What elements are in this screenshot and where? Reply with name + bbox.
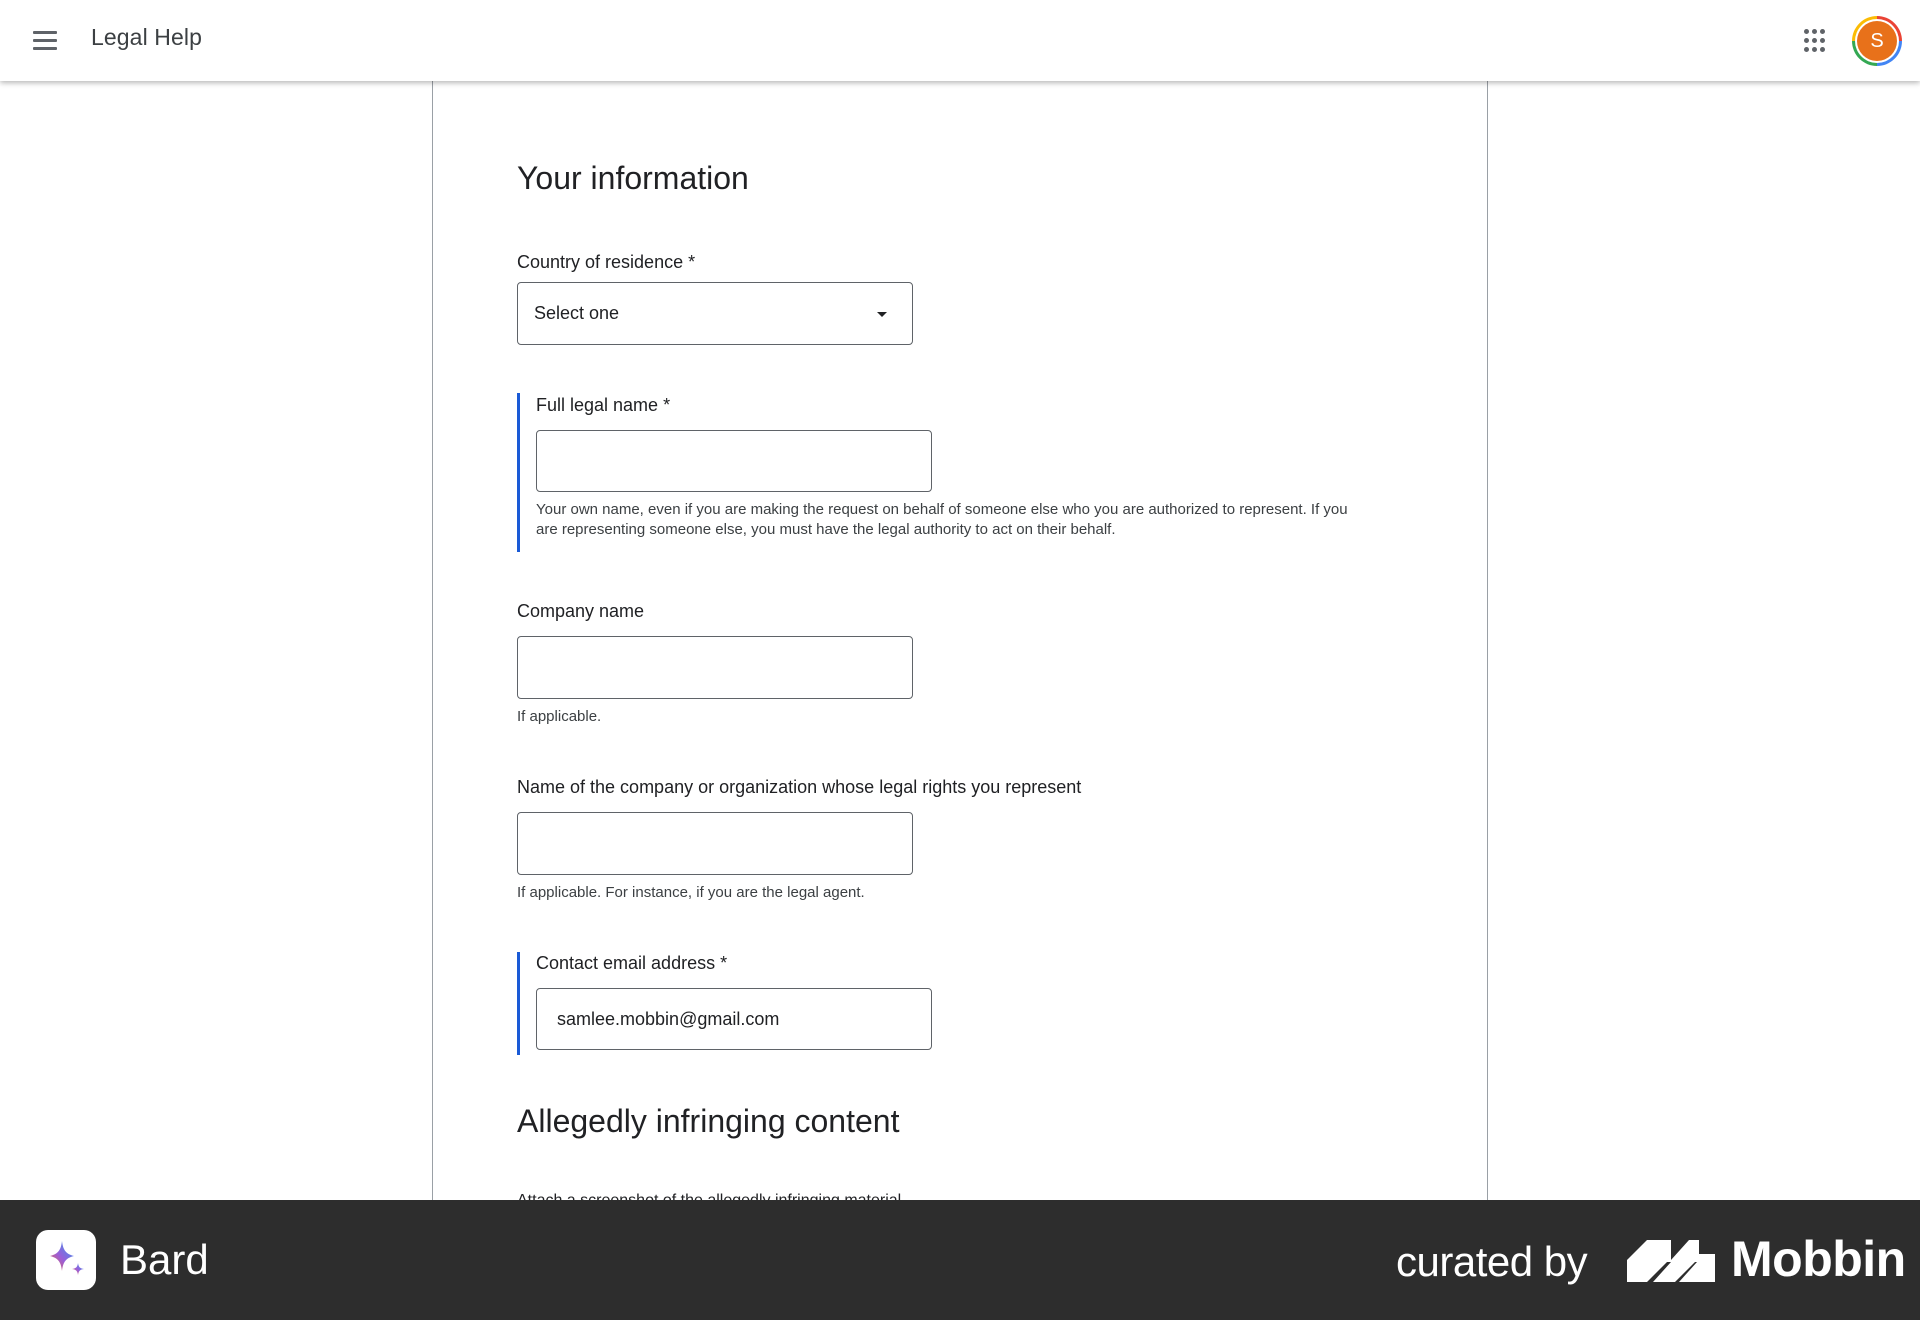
required-field-indicator-bar: [517, 952, 520, 1055]
help-line: are representing someone else, you must have the legal authority to act on their behalf.: [536, 521, 1116, 538]
represented-org-input[interactable]: [517, 812, 913, 875]
curated-by-text: curated by: [1396, 1238, 1588, 1285]
country-select[interactable]: [517, 282, 913, 345]
app-title[interactable]: Legal Help: [91, 24, 202, 50]
mobbin-footer-bar: [0, 1200, 1920, 1320]
account-avatar-button[interactable]: [1852, 16, 1902, 66]
represented-org-label: Name of the company or organization whose legal rights you represent: [517, 777, 1082, 797]
app-name: Bard: [120, 1236, 209, 1283]
country-select-value: Select one: [534, 303, 620, 323]
avatar: S: [1857, 21, 1897, 61]
represented-org-help: If applicable. For instance, if you are the legal agent.: [517, 884, 865, 901]
bard-app-icon: [36, 1230, 96, 1290]
help-line: Your own name, even if you are making the request on behalf of someone else who you are authorized to represent. If you: [536, 501, 1348, 518]
company-name-help: If applicable.: [517, 708, 602, 725]
company-name-input[interactable]: [517, 636, 913, 699]
dropdown-caret-icon: [877, 312, 887, 317]
country-label: Country of residence *: [517, 252, 696, 272]
company-name-label: Company name: [517, 601, 645, 621]
section-title-allegedly-infringing-content: Allegedly infringing content: [517, 1103, 900, 1139]
contact-email-label: Contact email address *: [536, 953, 728, 973]
mobbin-logo-icon: [1627, 1240, 1715, 1282]
section-title-your-information: Your information: [517, 160, 749, 196]
required-field-indicator-bar: [517, 393, 520, 552]
mobbin-brand-name: Mobbin: [1731, 1231, 1906, 1287]
google-apps-grid-icon[interactable]: [1804, 29, 1828, 53]
hamburger-menu-icon[interactable]: [30, 27, 60, 53]
top-app-bar: [0, 0, 1920, 81]
full-legal-name-label: Full legal name *: [536, 395, 671, 415]
full-legal-name-help: [536, 500, 1486, 540]
full-legal-name-input[interactable]: [536, 430, 932, 492]
contact-email-input[interactable]: samlee.mobbin@gmail.com: [536, 988, 932, 1050]
